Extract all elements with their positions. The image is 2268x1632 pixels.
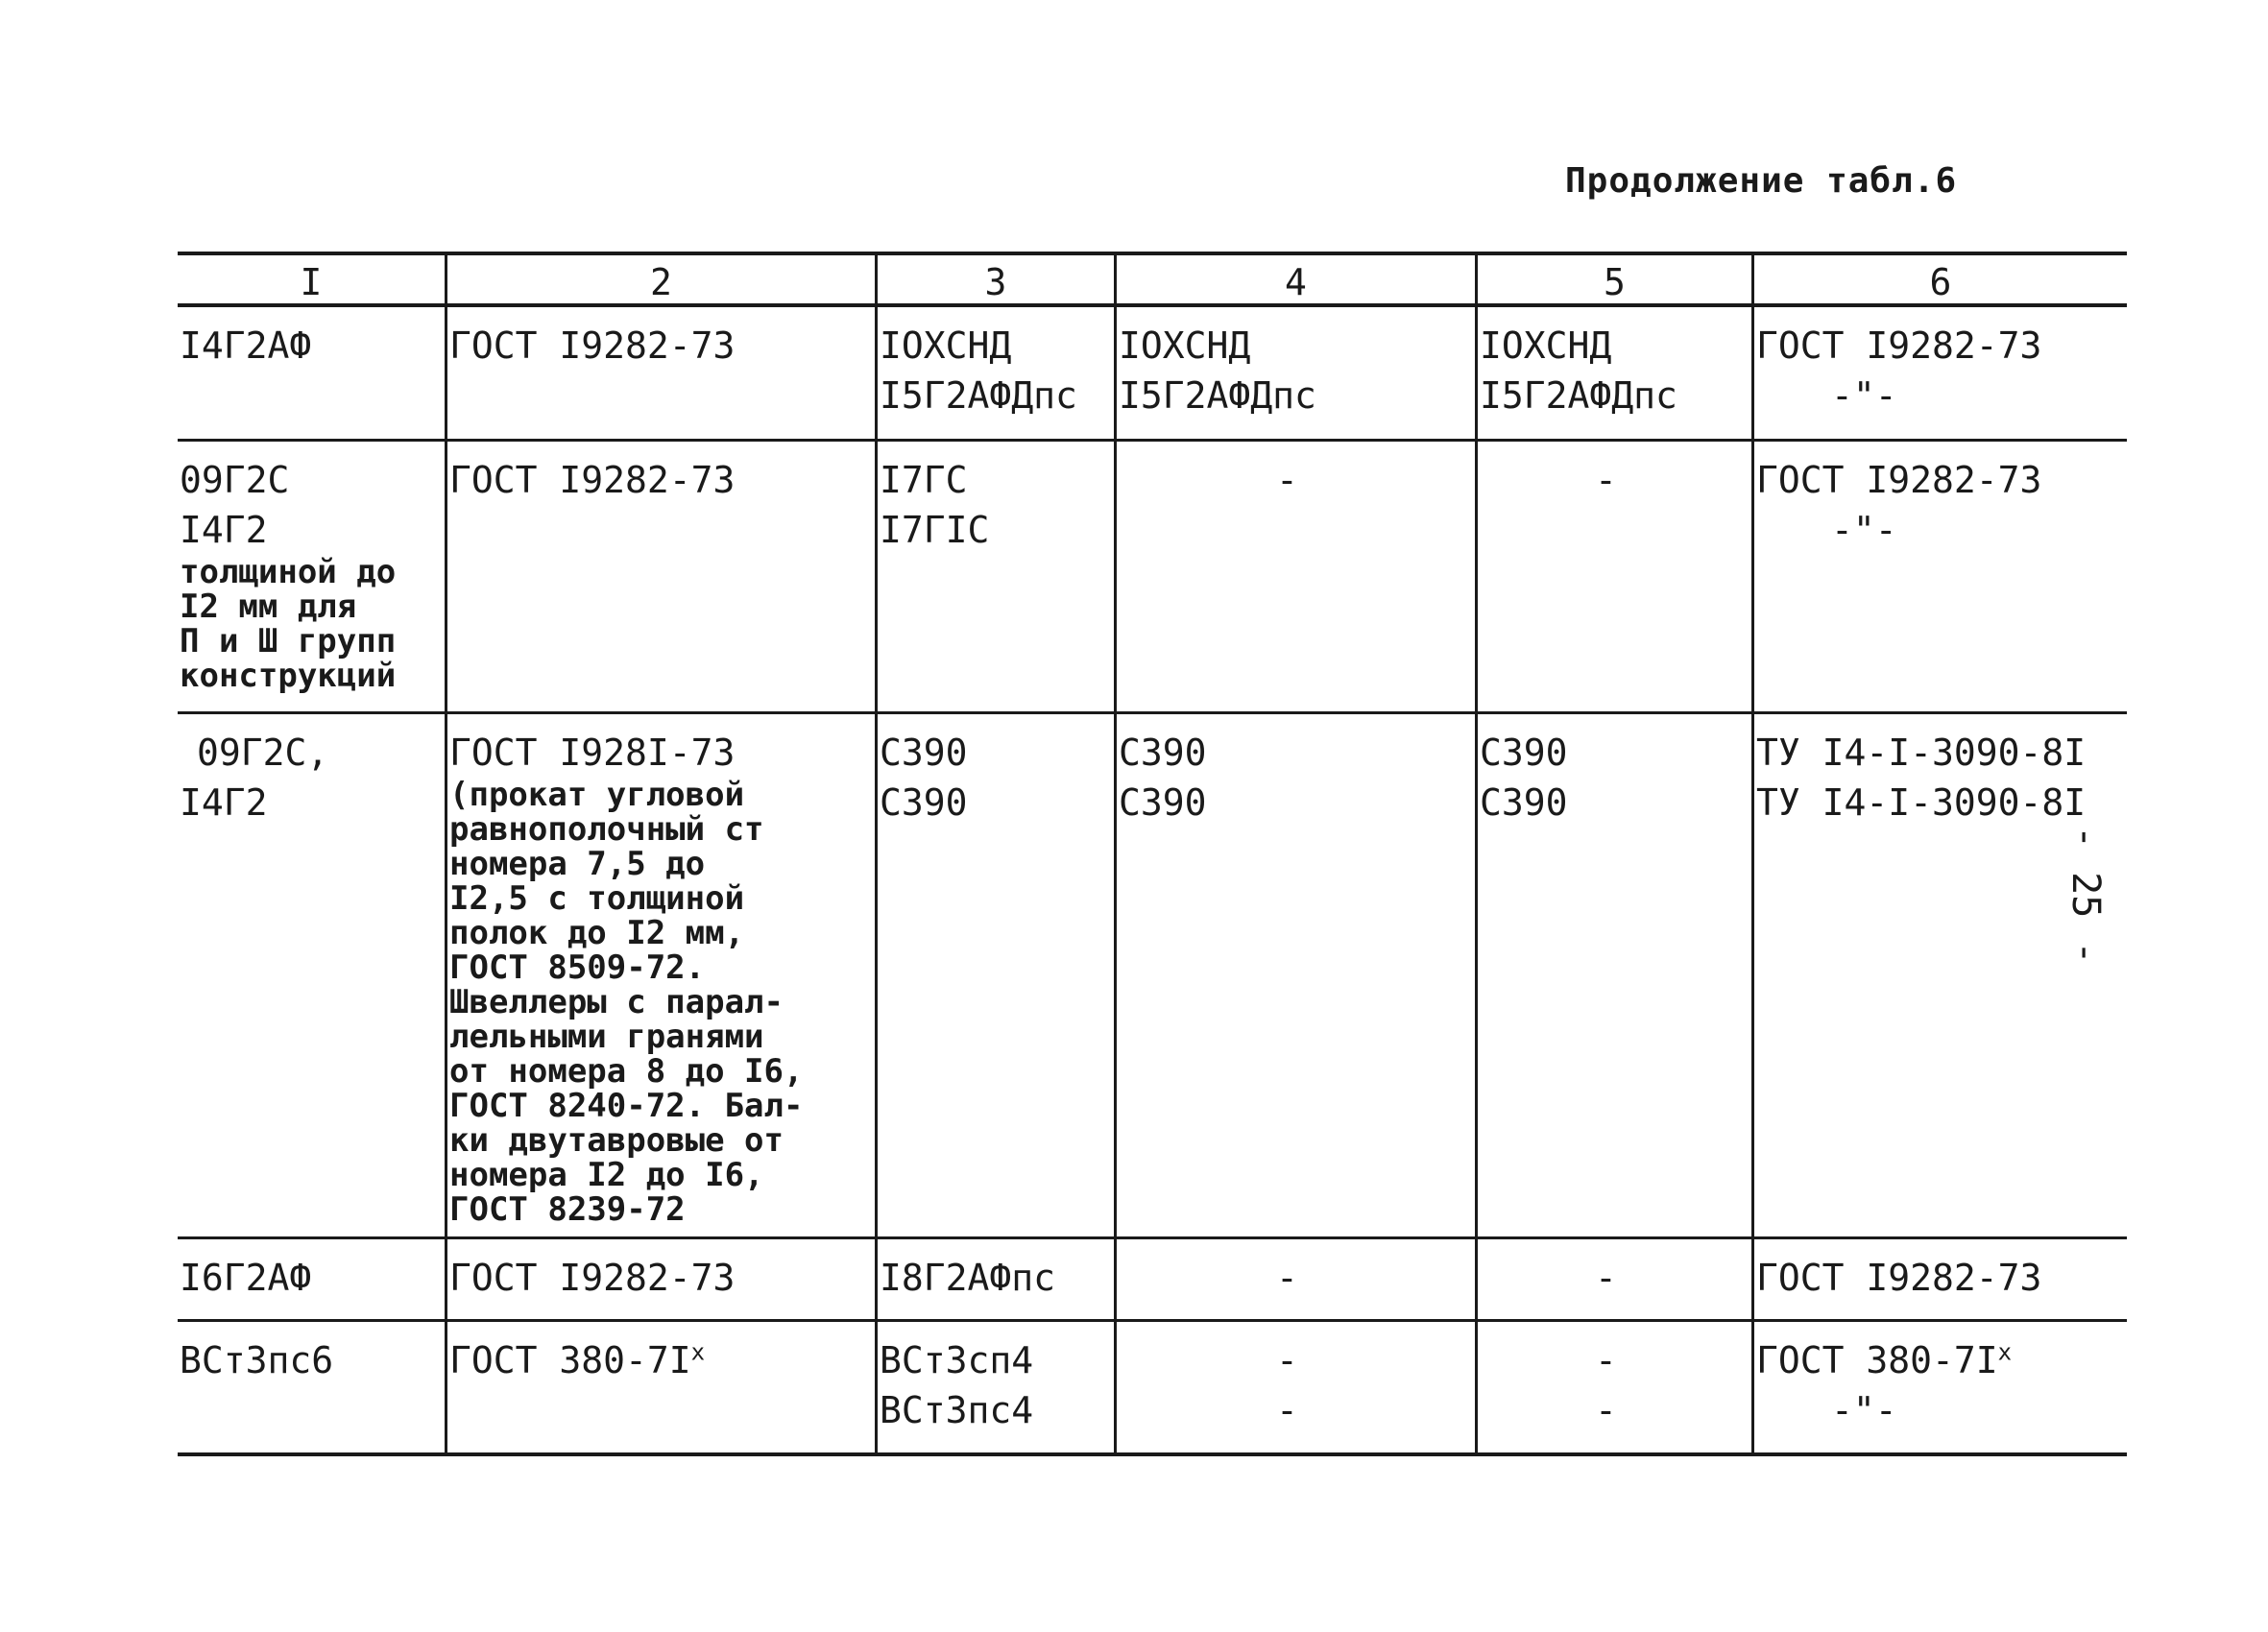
- standard-note: (прокат угловой: [449, 775, 745, 814]
- column-6-cell: [1753, 305, 2128, 440]
- cell-text: С390: [1119, 731, 1207, 774]
- column-6-cell: [1753, 1320, 2128, 1454]
- dash-mark: -: [1276, 1388, 1298, 1431]
- standard-code: ГОСТ 380-7I: [1756, 1338, 1998, 1381]
- dash-mark: -: [1595, 1256, 1617, 1299]
- column-5-cell: [1477, 440, 1753, 712]
- table-row: [178, 712, 2127, 1237]
- steel-grade: I4Г2АФ: [180, 324, 312, 367]
- column-5-cell: [1477, 305, 1753, 440]
- header-cell-5: 5: [1477, 253, 1753, 305]
- cell-text: IОХСНД: [1480, 324, 1612, 367]
- standard-note: ГОСТ 8239-72: [449, 1189, 686, 1229]
- steel-grade: I4Г2: [180, 780, 268, 824]
- steel-grade-cell: [178, 1237, 446, 1320]
- header-row: [178, 253, 2127, 305]
- column-6-cell: [1753, 712, 2128, 1237]
- standard-text: ГОСТ I9282-73: [449, 1256, 736, 1299]
- standard-note: полок до I2 мм,: [449, 913, 745, 952]
- standard-note: от номера 8 до I6,: [449, 1051, 804, 1091]
- standard-note: ГОСТ 8240-72. Бал-: [449, 1086, 804, 1125]
- column-4-cell: [1116, 440, 1477, 712]
- steel-note: конструкций: [180, 656, 397, 695]
- steel-grade-cell: [178, 305, 446, 440]
- cell-text: I8Г2АФпс: [880, 1256, 1056, 1299]
- cell-text: С390: [880, 780, 968, 824]
- table-row: [178, 1237, 2127, 1320]
- page-number: - 25 -: [2063, 826, 2108, 965]
- steel-grade-cell: [178, 440, 446, 712]
- steel-grade: 09Г2С,: [197, 731, 329, 774]
- standard-cell: [446, 440, 877, 712]
- standard-note: номера I2 до I6,: [449, 1155, 764, 1194]
- column-6-cell: [1753, 440, 2128, 712]
- standard-note: ГОСТ 8509-72.: [449, 948, 706, 987]
- column-3-cell: [877, 440, 1116, 712]
- column-3-cell: [877, 305, 1116, 440]
- cell-text: ВСт3пс4: [880, 1388, 1034, 1431]
- dash-mark: -: [1276, 458, 1298, 501]
- table-caption: Продолжение табл.6: [1565, 161, 1958, 201]
- column-5-cell: [1477, 1237, 1753, 1320]
- column-3-cell: [877, 1320, 1116, 1454]
- standard-text: [449, 1335, 856, 1385]
- table-row: [178, 440, 2127, 712]
- column-4-cell: [1116, 712, 1477, 1237]
- cell-text: I5Г2АФДпс: [880, 374, 1077, 417]
- standard-note: ки двутавровые от: [449, 1120, 784, 1160]
- table-row: [178, 305, 2127, 440]
- column-3-cell: [877, 712, 1116, 1237]
- steel-grade-cell: [178, 712, 446, 1237]
- ditto-mark: -"-: [1831, 508, 1897, 551]
- steel-note: толщиной до: [180, 552, 397, 591]
- column-6-cell: [1753, 1237, 2128, 1320]
- cell-text: [1756, 1335, 2108, 1385]
- dash-mark: -: [1276, 1338, 1298, 1381]
- steel-grade: 09Г2С: [180, 458, 290, 501]
- standard-cell: [446, 712, 877, 1237]
- column-4-cell: [1116, 1237, 1477, 1320]
- standard-code: ГОСТ 380-7I: [449, 1338, 691, 1381]
- steel-grade: ВСт3пс6: [180, 1338, 334, 1381]
- standard-note: Швеллеры с парал-: [449, 982, 784, 1021]
- cell-text: I7ГС: [880, 458, 968, 501]
- standard-note: номера 7,5 до: [449, 844, 706, 883]
- column-3-cell: [877, 1237, 1116, 1320]
- cell-text: I7ГIС: [880, 508, 990, 551]
- standard-text: ГОСТ I928I-73: [449, 731, 736, 774]
- column-4-cell: [1116, 1320, 1477, 1454]
- ditto-mark: -"-: [1831, 374, 1897, 417]
- cell-text: ТУ I4-I-3090-8I: [1756, 780, 2087, 824]
- standard-text: ГОСТ I9282-73: [449, 458, 736, 501]
- cell-text: ВСт3сп4: [880, 1338, 1034, 1381]
- steel-note: I2 мм для: [180, 587, 357, 626]
- revision-mark: х: [1997, 1337, 2013, 1365]
- cell-text: ГОСТ I9282-73: [1756, 458, 2042, 501]
- cell-text: С390: [1480, 731, 1568, 774]
- dash-mark: -: [1595, 1388, 1617, 1431]
- standard-note: равнополочный ст: [449, 809, 764, 849]
- dash-mark: -: [1595, 1338, 1617, 1381]
- column-4-cell: [1116, 305, 1477, 440]
- column-5-cell: [1477, 1320, 1753, 1454]
- header-cell-4: 4: [1116, 253, 1477, 305]
- steel-note: П и Ш групп: [180, 621, 397, 660]
- steel-grade: I4Г2: [180, 508, 268, 551]
- standard-note: I2,5 с толщиной: [449, 878, 745, 918]
- cell-text: С390: [1119, 780, 1207, 824]
- standard-note: лельными гранями: [449, 1017, 764, 1056]
- cell-text: ТУ I4-I-3090-8I: [1756, 731, 2087, 774]
- dash-mark: -: [1276, 1256, 1298, 1299]
- standard-cell: [446, 1320, 877, 1454]
- cell-text: С390: [1480, 780, 1568, 824]
- cell-text: IОХСНД: [1119, 324, 1251, 367]
- cell-text: С390: [880, 731, 968, 774]
- header-cell-3: 3: [877, 253, 1116, 305]
- column-5-cell: [1477, 712, 1753, 1237]
- cell-text: I5Г2АФДпс: [1119, 374, 1316, 417]
- steel-grade-cell: [178, 1320, 446, 1454]
- cell-text: ГОСТ I9282-73: [1756, 324, 2042, 367]
- standards-table: [178, 252, 2127, 1456]
- steel-grade: I6Г2АФ: [180, 1256, 312, 1299]
- ditto-mark: -"-: [1831, 1388, 1897, 1431]
- dash-mark: -: [1595, 458, 1617, 501]
- header-cell-2: 2: [446, 253, 877, 305]
- header-cell-1: I: [178, 253, 446, 305]
- standard-text: ГОСТ I9282-73: [449, 324, 736, 367]
- cell-text: I5Г2АФДпс: [1480, 374, 1677, 417]
- header-cell-6: 6: [1753, 253, 2128, 305]
- standard-cell: [446, 305, 877, 440]
- cell-text: ГОСТ I9282-73: [1756, 1256, 2042, 1299]
- revision-mark: х: [690, 1337, 706, 1365]
- cell-text: IОХСНД: [880, 324, 1012, 367]
- standard-cell: [446, 1237, 877, 1320]
- table-row: [178, 1320, 2127, 1454]
